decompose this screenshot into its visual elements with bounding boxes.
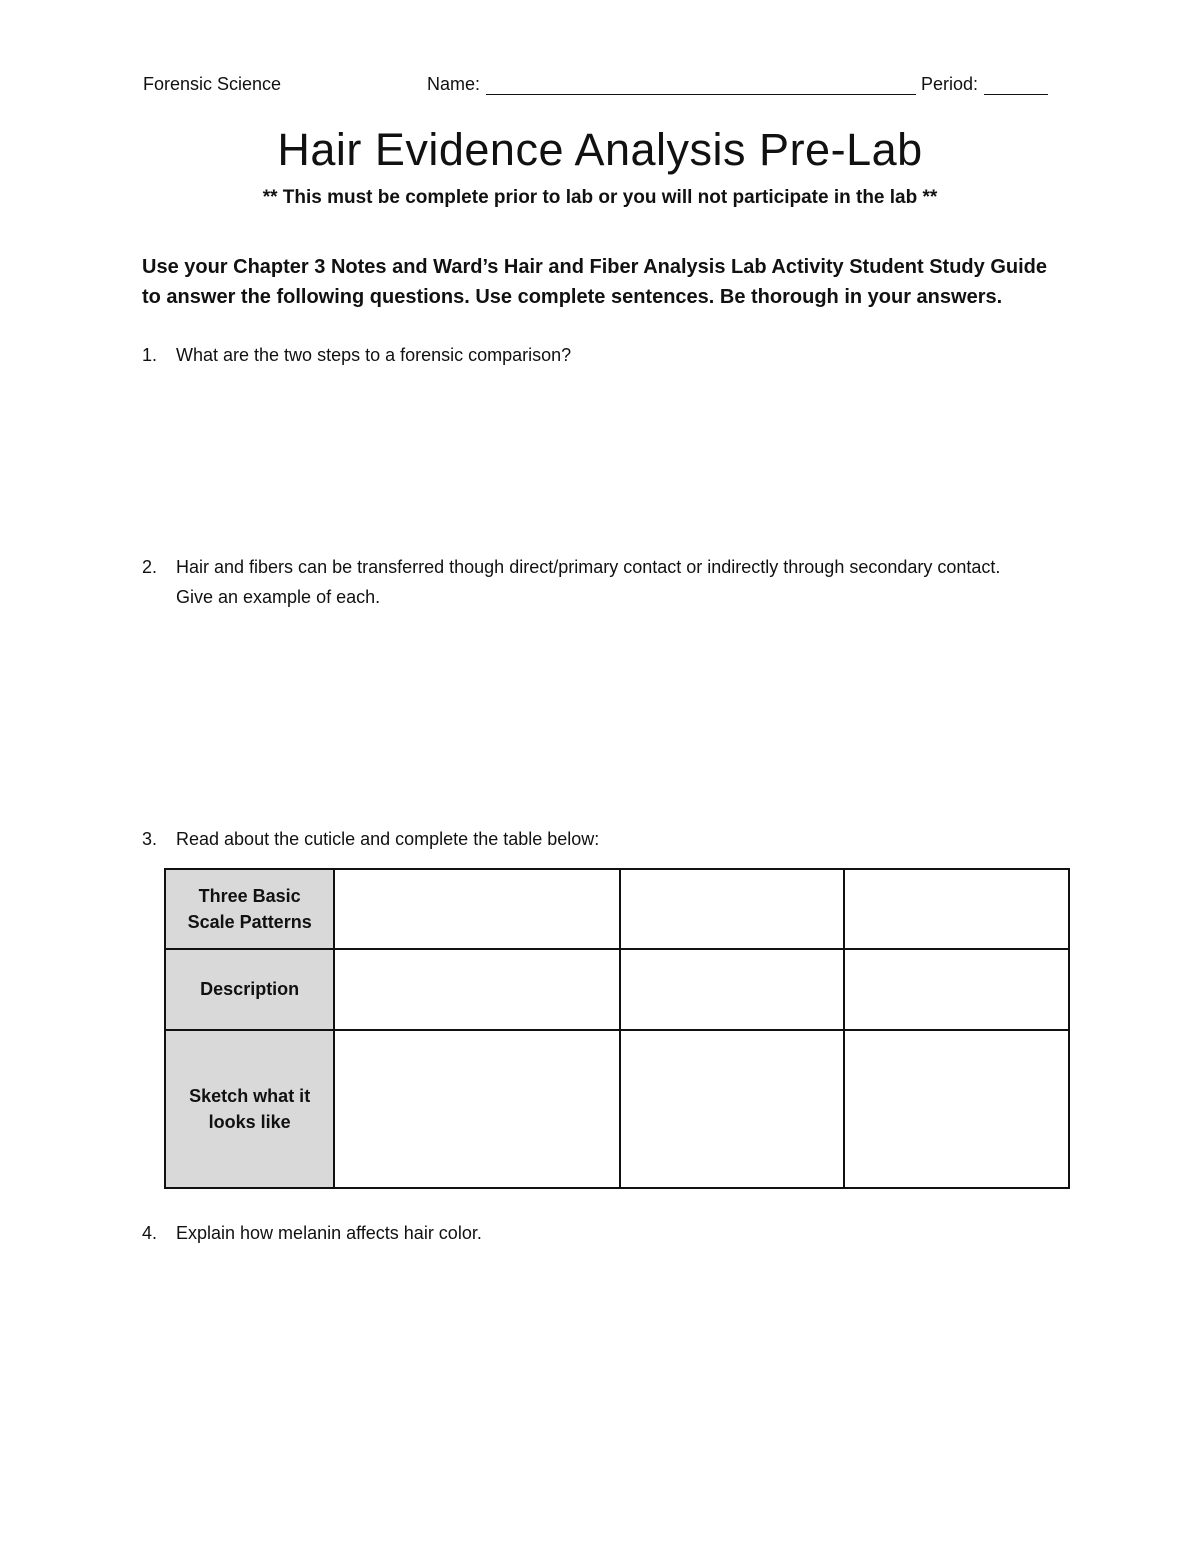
question-1 bbox=[142, 340, 1042, 370]
instructions: Use your Chapter 3 Notes and Ward’s Hair and Fiber Analysis Lab Activity Student Study Guide to answer the following questions. Use complete sentences. Be thorough in your answers. bbox=[142, 256, 1047, 308]
question-number: 2. bbox=[142, 557, 158, 577]
row-header-scale-patterns: Three Basic Scale Patterns bbox=[165, 869, 334, 949]
question-4 bbox=[142, 1218, 1042, 1248]
row-header-description: Description bbox=[165, 949, 334, 1029]
answer-cell[interactable] bbox=[620, 869, 844, 949]
answer-cell[interactable] bbox=[334, 1030, 620, 1189]
answer-cell[interactable] bbox=[844, 869, 1069, 949]
answer-cell[interactable] bbox=[334, 949, 620, 1029]
question-text: Read about the cuticle and complete the table below: bbox=[176, 829, 600, 849]
period-field bbox=[921, 74, 1048, 95]
period-label: Period: bbox=[921, 74, 979, 94]
name-field bbox=[427, 74, 916, 95]
question-2 bbox=[142, 552, 1042, 612]
question-number: 1. bbox=[142, 345, 158, 365]
row-header-sketch: Sketch what it looks like bbox=[165, 1030, 334, 1189]
answer-cell[interactable] bbox=[844, 949, 1069, 1029]
course-name: Forensic Science bbox=[143, 74, 282, 94]
answer-cell[interactable] bbox=[334, 869, 620, 949]
period-blank-line[interactable] bbox=[984, 76, 1048, 95]
page-title: Hair Evidence Analysis Pre-Lab bbox=[277, 124, 923, 175]
table-row bbox=[165, 949, 1069, 1029]
name-blank-line[interactable] bbox=[486, 76, 916, 95]
answer-cell[interactable] bbox=[620, 1030, 844, 1189]
question-text: Hair and fibers can be transferred though direct/primary contact or indirectly through secondary contact. Give an example of each. bbox=[176, 557, 1001, 607]
question-text: What are the two steps to a forensic comparison? bbox=[176, 345, 572, 365]
question-3 bbox=[142, 824, 1042, 854]
worksheet-header bbox=[143, 74, 1055, 98]
name-label: Name: bbox=[427, 74, 481, 94]
table-row bbox=[165, 869, 1069, 949]
table-row bbox=[165, 1030, 1069, 1189]
answer-cell[interactable] bbox=[844, 1030, 1069, 1189]
question-number: 4. bbox=[142, 1223, 158, 1243]
question-text: Explain how melanin affects hair color. bbox=[176, 1223, 482, 1243]
question-number: 3. bbox=[142, 829, 158, 849]
warning-note: ** This must be complete prior to lab or you will not participate in the lab ** bbox=[262, 187, 938, 208]
answer-cell[interactable] bbox=[620, 949, 844, 1029]
cuticle-scale-table bbox=[164, 868, 1070, 1189]
